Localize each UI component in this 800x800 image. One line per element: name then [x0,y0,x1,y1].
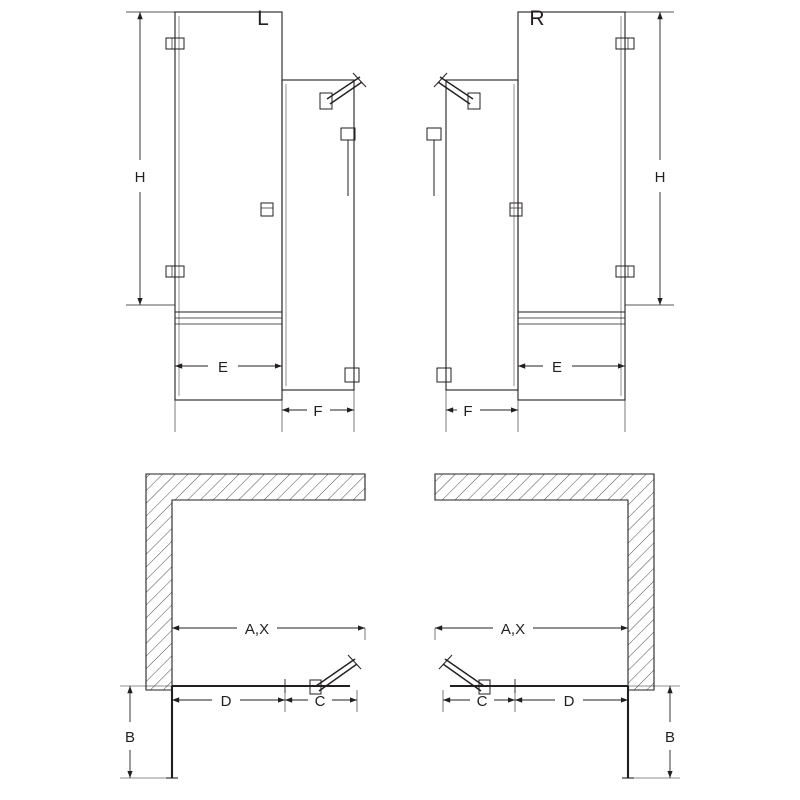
left-door-panel [175,12,282,400]
right-stabiliser-bar [434,73,480,109]
left-bar-glass-mount [341,128,355,196]
left-stabiliser-bar [320,73,366,109]
label-c-left: C [314,693,326,710]
right-door-panel [518,12,625,400]
label-ax-right: A,X [500,621,526,638]
label-ax-left: A,X [244,621,270,638]
label-e-right: E [551,359,563,376]
right-door-knob [510,203,522,216]
plan-right-stabiliser [439,655,490,694]
label-variant-right: R [529,7,545,30]
elevation-right-group [427,12,674,432]
label-variant-left: L [257,7,269,30]
plan-right-wall [435,474,654,690]
label-e-left: E [217,359,229,376]
label-h-right: H [654,169,666,186]
label-b-left: B [124,729,136,746]
right-bar-glass-mount [427,128,441,196]
right-side-panel [446,80,518,390]
label-f-left: F [313,403,323,420]
label-d-right: D [563,693,575,710]
elevation-left-group [126,12,366,432]
label-d-left: D [220,693,232,710]
plan-right-group [435,474,680,778]
label-h-left: H [134,169,146,186]
plan-left-wall [146,474,365,690]
label-f-right: F [463,403,473,420]
left-panel-bottom-bracket [345,368,359,382]
label-c-right: C [476,693,488,710]
left-side-panel [282,80,354,390]
right-panel-bottom-bracket [437,368,451,382]
plan-left-group [120,474,365,778]
label-b-right: B [664,729,676,746]
plan-left-stabiliser [310,655,361,694]
left-door-knob [261,203,273,216]
